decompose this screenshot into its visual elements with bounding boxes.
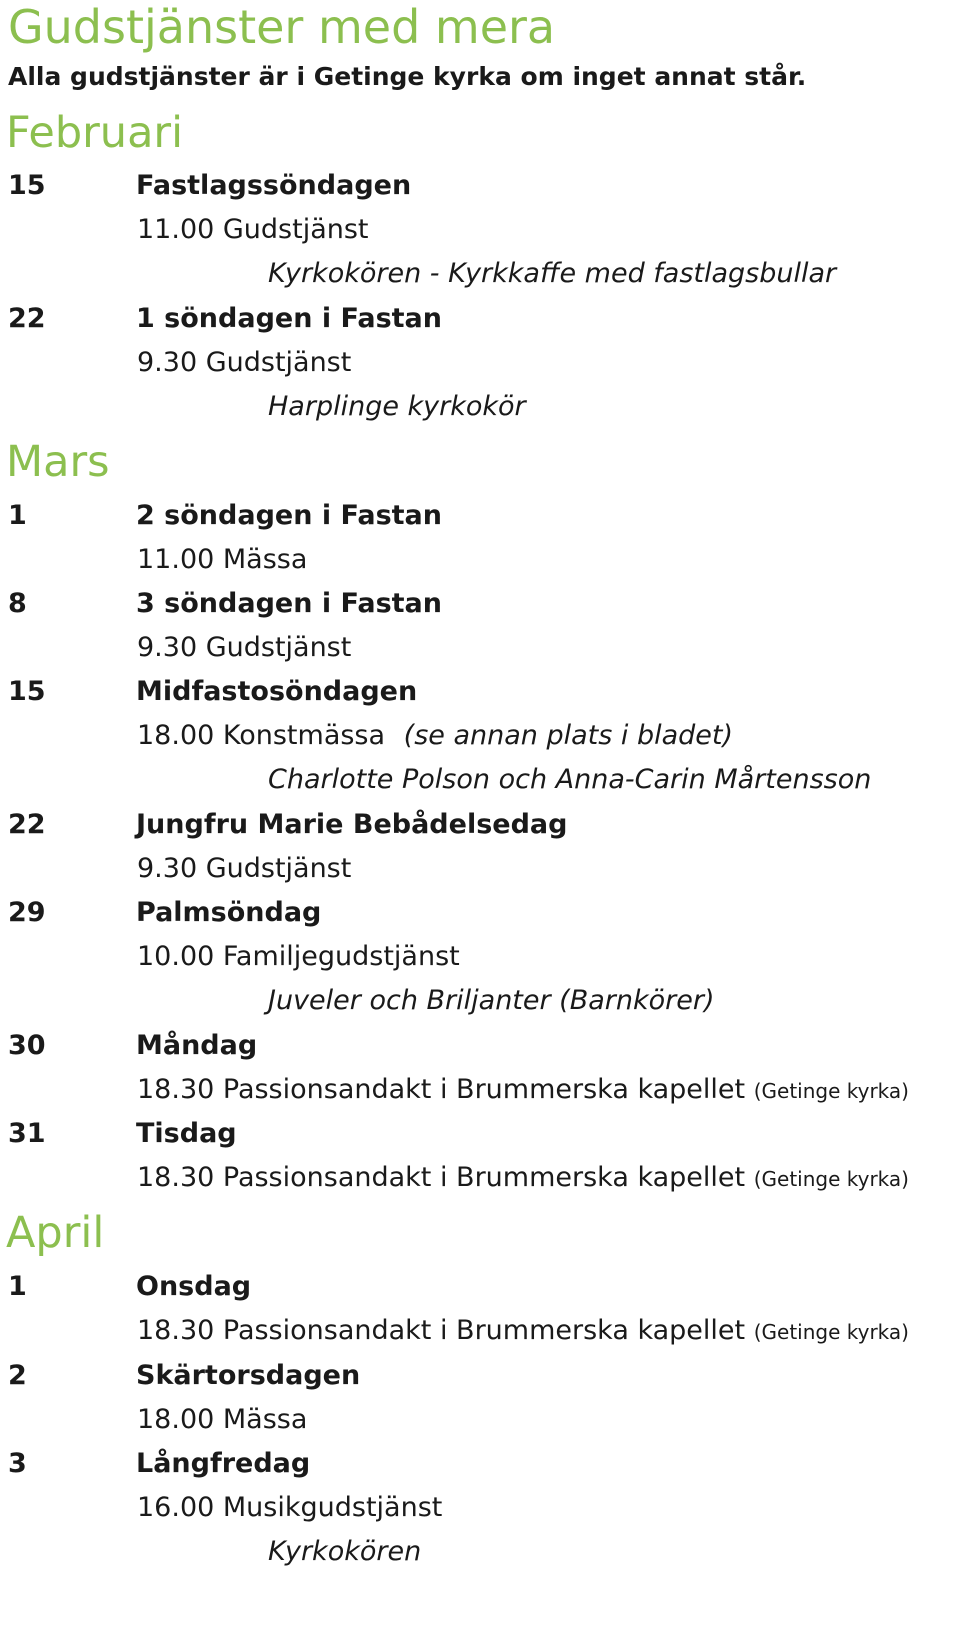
event-date: 30: [8, 1030, 46, 1061]
event-service: 10.00 Familjegudstjänst: [137, 941, 460, 972]
event-service-text: 18.30 Passionsandakt i Brummerska kapellet: [137, 1074, 746, 1105]
event-service: [137, 1162, 909, 1193]
event-date: 3: [8, 1448, 27, 1479]
event-date: 29: [8, 897, 46, 928]
event-note: Charlotte Polson och Anna-Carin Mårtensson: [268, 764, 872, 795]
event-day: 3 söndagen i Fastan: [136, 588, 442, 619]
event-day: 2 söndagen i Fastan: [136, 500, 442, 531]
event-day: Tisdag: [136, 1118, 237, 1149]
event-date: 2: [8, 1360, 27, 1391]
event-service-location: (Getinge kyrka): [753, 1167, 909, 1191]
event-service: 9.30 Gudstjänst: [137, 347, 352, 378]
event-date: 22: [8, 303, 46, 334]
page-title: Gudstjänster med mera: [8, 0, 556, 54]
event-date: 22: [8, 809, 46, 840]
event-service-note: (se annan plats i bladet): [403, 720, 734, 751]
event-note: Harplinge kyrkokör: [268, 391, 526, 422]
event-service: 11.00 Gudstjänst: [137, 214, 369, 245]
event-service: 9.30 Gudstjänst: [137, 632, 352, 663]
event-date: 8: [8, 588, 27, 619]
event-day: Långfredag: [136, 1448, 311, 1479]
event-day: Midfastosöndagen: [136, 676, 418, 707]
page-subtitle: Alla gudstjänster är i Getinge kyrka om inget annat står.: [8, 62, 807, 91]
event-day: Fastlagssöndagen: [136, 170, 412, 201]
event-service: 16.00 Musikgudstjänst: [137, 1492, 443, 1523]
event-service: 9.30 Gudstjänst: [137, 853, 352, 884]
event-date: 1: [8, 1271, 27, 1302]
event-service-text: 18.30 Passionsandakt i Brummerska kapellet: [137, 1315, 746, 1346]
event-note: Juveler och Briljanter (Barnkörer): [268, 985, 715, 1016]
event-service: 11.00 Mässa: [137, 544, 308, 575]
month-heading: Mars: [6, 437, 110, 487]
event-service-text: 18.00 Konstmässa: [137, 720, 386, 751]
event-date: 15: [8, 170, 46, 201]
event-service: [137, 720, 733, 751]
event-date: 15: [8, 676, 46, 707]
event-day: Måndag: [136, 1030, 258, 1061]
event-day: Palmsöndag: [136, 897, 322, 928]
event-date: 31: [8, 1118, 46, 1149]
month-heading: Februari: [6, 108, 184, 158]
event-day: Jungfru Marie Bebådelsedag: [136, 809, 568, 840]
event-note: Kyrkokören - Kyrkkaffe med fastlagsbullar: [268, 258, 837, 289]
event-day: 1 söndagen i Fastan: [136, 303, 442, 334]
event-service-location: (Getinge kyrka): [753, 1320, 909, 1344]
event-service: [137, 1074, 909, 1105]
event-service: [137, 1315, 909, 1346]
event-day: Skärtorsdagen: [136, 1360, 361, 1391]
event-service-text: 18.30 Passionsandakt i Brummerska kapellet: [137, 1162, 746, 1193]
month-heading: April: [6, 1208, 105, 1258]
event-service-location: (Getinge kyrka): [753, 1079, 909, 1103]
event-date: 1: [8, 500, 27, 531]
event-service: 18.00 Mässa: [137, 1404, 308, 1435]
event-note: Kyrkokören: [268, 1536, 422, 1567]
event-day: Onsdag: [136, 1271, 252, 1302]
